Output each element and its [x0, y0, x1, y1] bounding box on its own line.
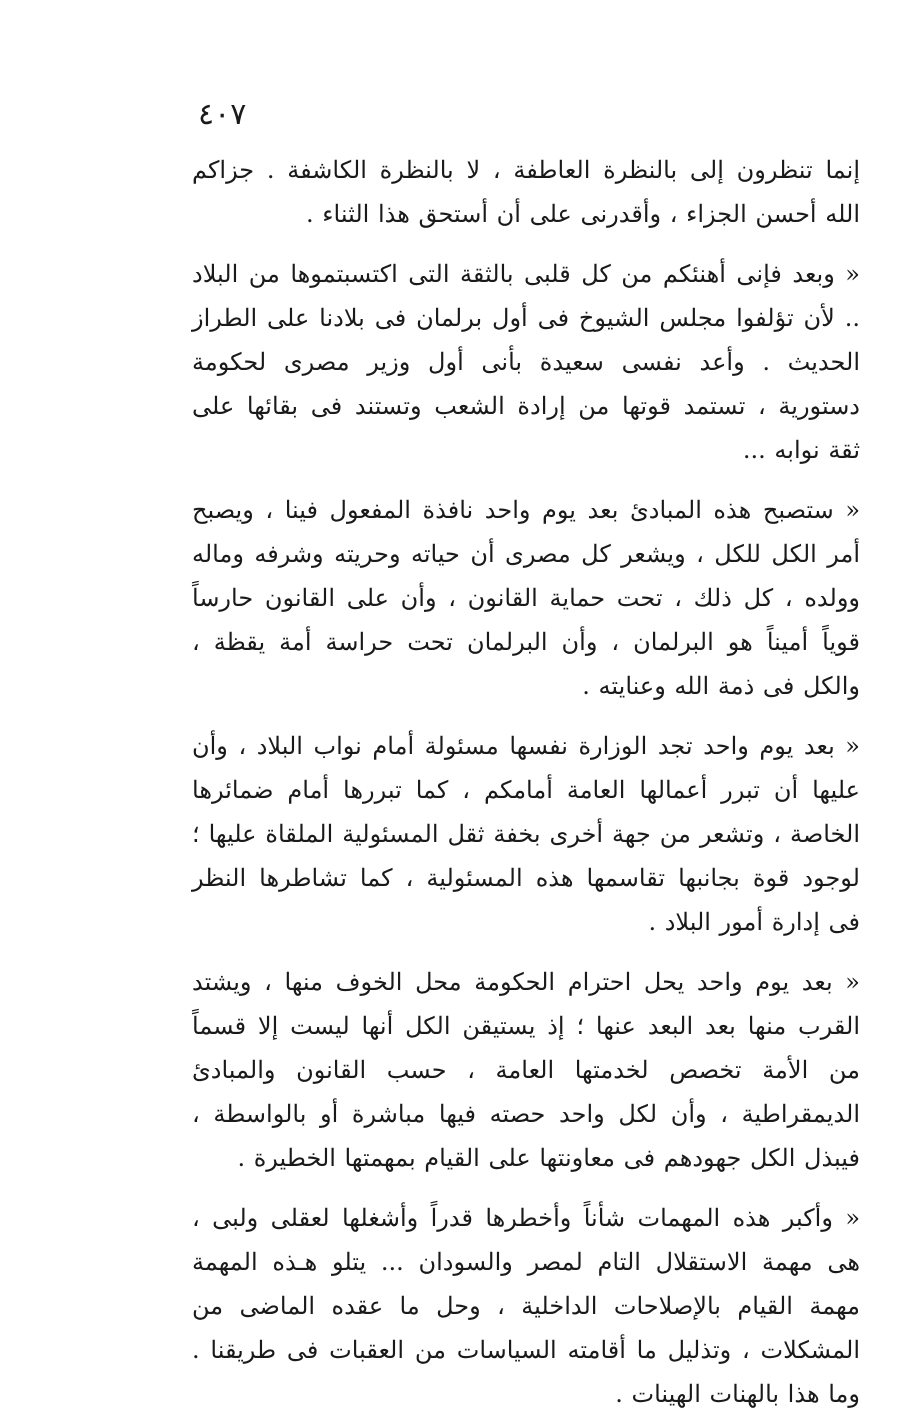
paragraph: إنما تنظرون إلى بالنظرة العاطفة ، لا بالنظرة الكاشفة . جزاكم الله أحسن الجزاء ، وأقدرنى على أن أستحق هذا الثناء .: [192, 156, 860, 228]
paragraph: « وأكبر هذه المهمات شأناً وأخطرها قدراً وأشغلها لعقلى ولبى ، هى مهمة الاستقلال التام لمصر والسودان ... يتلو هـذه المهمة مهمة القيام بالإصلاحات الداخلية ، وحل ما عقده الماضى من المشكلات ، وتذليل ما أقامته السياسات من العقبات فى طريقنا . وما هذا بالهنات الهينات .: [192, 1204, 861, 1408]
paragraph: « بعد يوم واحد يحل احترام الحكومة محل الخوف منها ، ويشتد القرب منها بعد البعد عنها ؛ إذ يستيقن الكل أنها ليست إلا قسماً من الأمة تخصص لخدمتها العامة ، حسب القانون والمبادئ الديمقراطية ، وأن لكل واحد حصته فيها مباشرة أو بالواسطة ، فيبذل الكل جهودهم فى معاونتها على القيام بمهمتها الخطيرة .: [192, 968, 860, 1172]
page-number: ٤٠٧: [198, 97, 247, 132]
paragraph: « ستصبح هذه المبادئ بعد يوم واحد نافذة المفعول فينا ، ويصبح أمر الكل للكل ، ويشعر كل مصرى أن حياته وحريته وشرفه وماله وولده ، كل ذلك ، تحت حماية القانون ، وأن على القانون حارساً قوياً أميناً هو البرلمان ، وأن البرلمان تحت حراسة أمة يقظة ، والكل فى ذمة الله وعنايته .: [192, 496, 861, 700]
body-text: [192, 148, 860, 1416]
paragraph: « وبعد فإنى أهنئكم من كل قلبى بالثقة التى اكتسبتموها من البلاد .. لأن تؤلفوا مجلس الشيوخ فى أول برلمان فى بلادنا على الطراز الحديث . وأعد نفسى سعيدة بأنى أول وزير مصرى لحكومة دستورية ، تستمد قوتها من إرادة الشعب وتستند فى بقائها على ثقة نوابه ...: [192, 260, 861, 464]
paragraph: « بعد يوم واحد تجد الوزارة نفسها مسئولة أمام نواب البلاد ، وأن عليها أن تبرر أعمالها العامة أمامكم ، كما تبررها أمام ضمائرها الخاصة ، وتشعر من جهة أخرى بخفة ثقل المسئولية الملقاة عليها ؛ لوجود قوة بجانبها تقاسمها هذه المسئولية ، كما تشاطرها النظر فى إدارة أمور البلاد .: [192, 732, 861, 936]
